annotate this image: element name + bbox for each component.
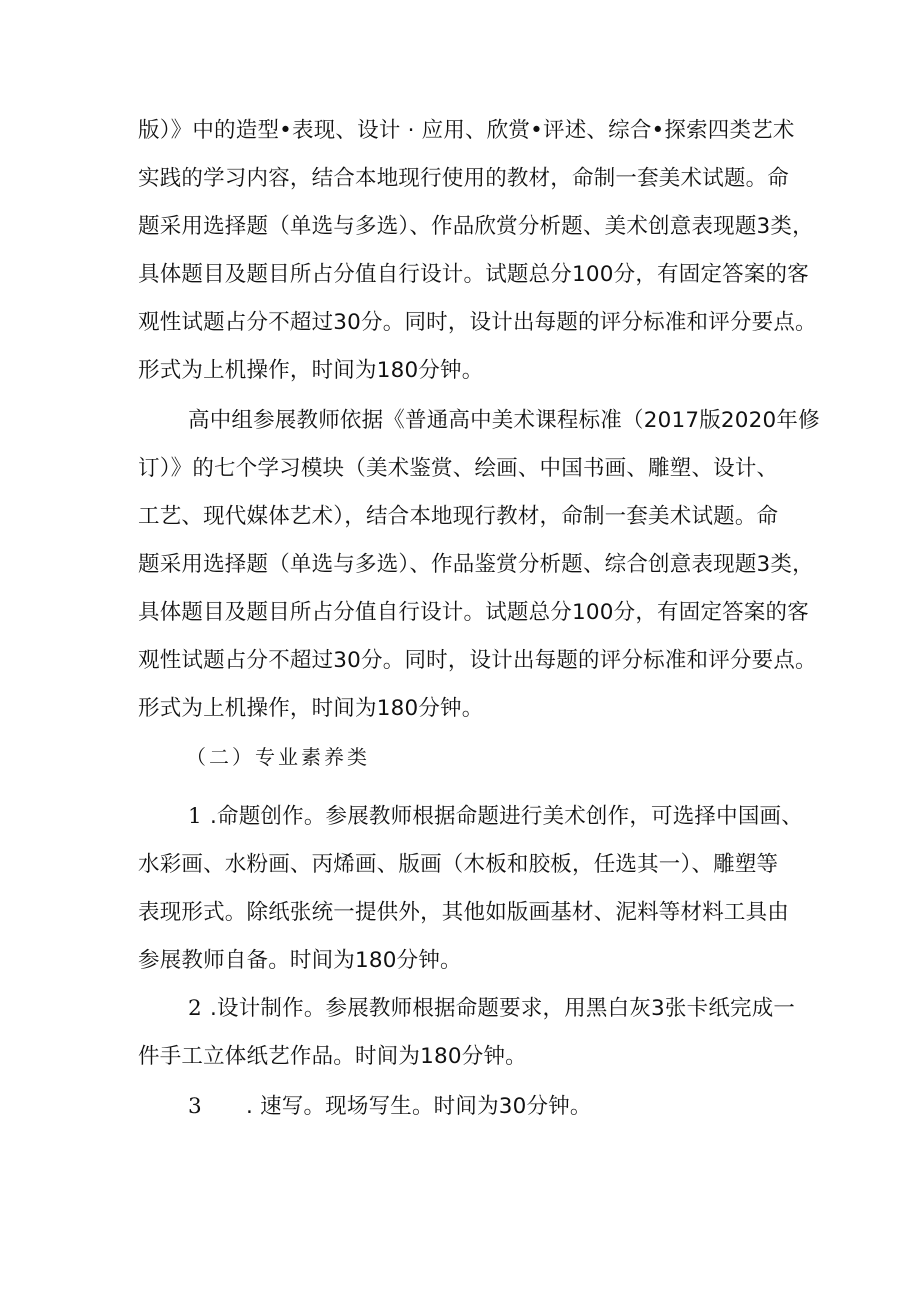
paragraph-1-line-2: 实践的学习内容，结合本地现行使用的教材，命制一套美术试题。命 bbox=[138, 166, 790, 191]
paragraph-1-line-1: 版）》中的造型•表现、设计 · 应用、欣赏•评述、综合•探索四类艺术 bbox=[138, 118, 795, 143]
paragraph-2-line-2: 订）》的七个学习模块（美术鉴赏、绘画、中国书画、雕塑、设计、 bbox=[138, 456, 779, 481]
item-1-line-2: 水彩画、水粉画、丙烯画、版画（木板和胶板，任选其一）、雕塑等 bbox=[138, 852, 779, 877]
paragraph-1-line-6: 形式为上机操作，时间为180分钟。 bbox=[138, 358, 484, 383]
paragraph-1-line-3: 题采用选择题（单选与多选）、作品欣赏分析题、美术创意表现题3类， bbox=[138, 214, 814, 239]
paragraph-1-line-4: 具体题目及题目所占分值自行设计。试题总分100分，有固定答案的客 bbox=[138, 262, 809, 287]
paragraph-2-line-5: 具体题目及题目所占分值自行设计。试题总分100分，有固定答案的客 bbox=[138, 600, 809, 625]
paragraph-2-line-1: 高中组参展教师依据《普通高中美术课程标准（2017版2020年修 bbox=[188, 408, 820, 433]
paragraph-2-line-6: 观性试题占分不超过30分。同时，设计出每题的评分标准和评分要点。 bbox=[138, 648, 817, 673]
item-1-line-3: 表现形式。除纸张统一提供外，其他如版画基材、泥料等材料工具由 bbox=[138, 900, 790, 925]
item-1-line-4: 参展教师自备。时间为180分钟。 bbox=[138, 948, 462, 973]
section-heading: （二）专业素养类 bbox=[186, 745, 370, 769]
paragraph-2-line-7: 形式为上机操作，时间为180分钟。 bbox=[138, 696, 484, 721]
paragraph-1-line-5: 观性试题占分不超过30分。同时，设计出每题的评分标准和评分要点。 bbox=[138, 310, 817, 335]
item-2-line-2: 件手工立体纸艺作品。时间为180分钟。 bbox=[138, 1044, 527, 1069]
paragraph-2-line-3: 工艺、现代媒体艺术），结合本地现行教材，命制一套美术试题。命 bbox=[138, 504, 779, 529]
item-3-number: 3 bbox=[188, 1094, 202, 1119]
item-3-line: . 速写。现场写生。时间为30分钟。 bbox=[246, 1094, 592, 1119]
paragraph-2-line-4: 题采用选择题（单选与多选）、作品鉴赏分析题、综合创意表现题3类， bbox=[138, 552, 814, 577]
item-2-first-line: .设计制作。参展教师根据命题要求，用黑白灰3张卡纸完成一 bbox=[210, 996, 796, 1021]
item-2-number: 2 bbox=[188, 996, 202, 1021]
item-1-first-line: .命题创作。参展教师根据命题进行美术创作，可选择中国画、 bbox=[210, 804, 803, 829]
item-1-number: 1 bbox=[188, 804, 202, 829]
